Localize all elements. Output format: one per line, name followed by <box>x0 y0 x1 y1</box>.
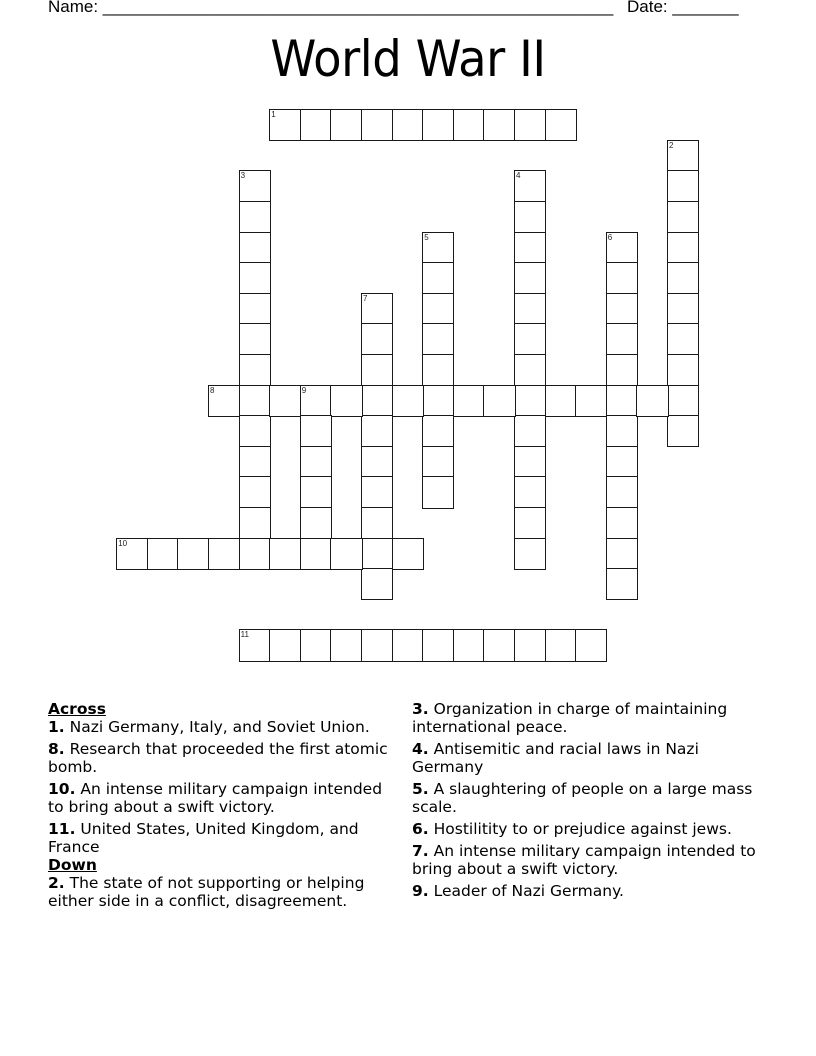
crossword-cell[interactable] <box>330 538 362 570</box>
crossword-cell[interactable] <box>606 446 638 478</box>
crossword-cell[interactable] <box>606 385 638 417</box>
clue-down-6 <box>412 820 762 838</box>
crossword-cell[interactable] <box>422 629 454 661</box>
crossword-cell[interactable] <box>606 476 638 508</box>
crossword-cell[interactable] <box>514 170 546 202</box>
crossword-cell[interactable] <box>239 538 271 570</box>
crossword-cell[interactable] <box>208 385 240 417</box>
crossword-cell[interactable] <box>392 538 424 570</box>
crossword-cell[interactable] <box>361 476 393 508</box>
crossword-cell[interactable] <box>269 538 301 570</box>
crossword-cell[interactable] <box>269 109 301 141</box>
cell-number: 6 <box>607 232 613 242</box>
crossword-cell[interactable] <box>422 323 454 355</box>
clue-number: 1. <box>48 718 65 736</box>
cell-number: 1 <box>271 110 276 120</box>
crossword-cell[interactable] <box>147 538 179 570</box>
crossword-cell[interactable] <box>514 262 546 294</box>
crossword-cell[interactable] <box>514 109 546 141</box>
crossword-cell[interactable] <box>330 385 362 417</box>
crossword-cell[interactable] <box>422 446 454 478</box>
crossword-cell[interactable] <box>300 415 332 447</box>
clue-text: An intense military campaign intended to bring about a swift victory. <box>48 780 383 816</box>
clue-text: Nazi Germany, Italy, and Soviet Union. <box>64 718 370 736</box>
clue-down-7 <box>412 842 762 878</box>
crossword-cell[interactable] <box>239 262 271 294</box>
crossword-cell[interactable] <box>606 415 638 447</box>
clue-number: 10. <box>48 780 76 798</box>
crossword-cell[interactable] <box>606 323 638 355</box>
clue-number: 9. <box>412 882 429 900</box>
crossword-cell[interactable] <box>300 629 332 661</box>
crossword-cell[interactable] <box>361 385 393 417</box>
cell-number: 3 <box>240 171 246 181</box>
clue-text: United States, United Kingdom, and France <box>48 820 359 856</box>
cell-number: 2 <box>669 140 674 150</box>
crossword-cell[interactable] <box>514 354 546 386</box>
crossword-cell[interactable] <box>422 109 454 141</box>
crossword-cell[interactable] <box>269 385 301 417</box>
crossword-cell[interactable] <box>453 385 485 417</box>
crossword-cell[interactable] <box>422 415 454 447</box>
crossword-cell[interactable] <box>514 201 546 233</box>
crossword-cell[interactable] <box>422 232 454 264</box>
cell-number: 10 <box>118 538 128 548</box>
crossword-cell[interactable] <box>361 109 393 141</box>
crossword-cell[interactable] <box>239 201 271 233</box>
crossword-cell[interactable] <box>514 507 546 539</box>
clue-number: 6. <box>412 820 429 838</box>
crossword-cell[interactable] <box>208 538 240 570</box>
crossword-cell[interactable] <box>667 415 699 447</box>
cell-number: 9 <box>301 385 307 395</box>
crossword-cell[interactable] <box>239 232 271 264</box>
crossword-cell[interactable] <box>606 232 638 264</box>
crossword-cell[interactable] <box>239 446 271 478</box>
cell-number: 4 <box>516 171 521 181</box>
crossword-cell[interactable] <box>514 232 546 264</box>
cell-number: 7 <box>363 293 368 303</box>
crossword-cell[interactable] <box>667 201 699 233</box>
crossword-cell[interactable] <box>239 415 271 447</box>
crossword-cell[interactable] <box>239 385 271 417</box>
crossword-cell[interactable] <box>300 385 332 417</box>
crossword-cell[interactable] <box>177 538 209 570</box>
crossword-cell[interactable] <box>606 538 638 570</box>
crossword-cell[interactable] <box>545 109 577 141</box>
name-field-label: Name: ______________________________________________________ <box>48 0 614 16</box>
clue-text: Antisemitic and racial laws in Nazi Germany <box>412 740 699 776</box>
crossword-cell[interactable] <box>514 415 546 447</box>
crossword-cell[interactable] <box>300 476 332 508</box>
crossword-cell[interactable] <box>667 293 699 325</box>
crossword-cell[interactable] <box>300 507 332 539</box>
crossword-cell[interactable] <box>361 323 393 355</box>
cell-number: 5 <box>424 232 429 242</box>
crossword-cell[interactable] <box>239 170 271 202</box>
clue-down-5 <box>412 780 762 816</box>
clue-number: 5. <box>412 780 429 798</box>
crossword-cell[interactable] <box>422 293 454 325</box>
page-title: World War II <box>270 30 546 88</box>
clue-text: The state of not supporting or helping either side in a conflict, disagreement. <box>48 874 365 910</box>
crossword-cell[interactable] <box>667 354 699 386</box>
crossword-cell[interactable] <box>300 109 332 141</box>
crossword-cell[interactable] <box>606 354 638 386</box>
crossword-cell[interactable] <box>361 415 393 447</box>
crossword-cell[interactable] <box>483 109 515 141</box>
crossword-cell[interactable] <box>392 385 424 417</box>
crossword-cell[interactable] <box>575 385 607 417</box>
crossword-cell[interactable] <box>361 629 393 661</box>
crossword-cell[interactable] <box>330 629 362 661</box>
crossword-cell[interactable] <box>361 507 393 539</box>
crossword-cell[interactable] <box>606 262 638 294</box>
crossword-cell[interactable] <box>514 323 546 355</box>
clue-text: A slaughtering of people on a large mass scale. <box>412 780 753 816</box>
date-field-label: Date: _______ <box>627 0 739 16</box>
clue-text: Leader of Nazi Germany. <box>428 882 624 900</box>
crossword-cell[interactable] <box>667 385 699 417</box>
crossword-cell[interactable] <box>239 507 271 539</box>
crossword-cell[interactable] <box>361 354 393 386</box>
clue-down-9 <box>412 882 762 900</box>
crossword-cell[interactable] <box>392 109 424 141</box>
crossword-cell[interactable] <box>606 568 638 600</box>
clue-number: 3. <box>412 700 429 718</box>
crossword-cell[interactable] <box>514 629 546 661</box>
crossword-cell[interactable] <box>269 629 301 661</box>
crossword-cell[interactable] <box>239 354 271 386</box>
crossword-cell[interactable] <box>667 140 699 172</box>
crossword-cell[interactable] <box>514 476 546 508</box>
cell-number: 8 <box>210 385 215 395</box>
crossword-cell[interactable] <box>422 476 454 508</box>
crossword-cell[interactable] <box>361 568 393 600</box>
crossword-cell[interactable] <box>422 385 454 417</box>
clue-text: An intense military campaign intended to bring about a swift victory. <box>412 842 756 878</box>
crossword-cell[interactable] <box>361 293 393 325</box>
crossword-cell[interactable] <box>239 476 271 508</box>
crossword-cell[interactable] <box>667 262 699 294</box>
crossword-cell[interactable] <box>514 446 546 478</box>
clue-number: 4. <box>412 740 429 758</box>
clues-column-left <box>48 700 398 914</box>
clue-across-1 <box>48 718 398 736</box>
crossword-cell[interactable] <box>330 109 362 141</box>
crossword-cell[interactable] <box>545 629 577 661</box>
across-heading: Across <box>48 700 106 718</box>
crossword-cell[interactable] <box>545 385 577 417</box>
clues-column-right <box>412 700 762 904</box>
crossword-cell[interactable] <box>667 232 699 264</box>
clue-across-10 <box>48 780 398 816</box>
clue-text: Hostilitity to or prejudice against jews. <box>428 820 732 838</box>
crossword-cell[interactable] <box>514 538 546 570</box>
clue-down-3 <box>412 700 762 736</box>
clue-across-11 <box>48 820 398 856</box>
crossword-cell[interactable] <box>483 629 515 661</box>
crossword-cell[interactable] <box>361 446 393 478</box>
clue-down-2 <box>48 874 398 910</box>
clue-number: 8. <box>48 740 65 758</box>
crossword-cell[interactable] <box>636 385 668 417</box>
clue-number: 2. <box>48 874 65 892</box>
crossword-cell[interactable] <box>361 538 393 570</box>
crossword-cell[interactable] <box>667 170 699 202</box>
crossword-cell[interactable] <box>575 629 607 661</box>
clue-number: 11. <box>48 820 76 838</box>
crossword-cell[interactable] <box>606 507 638 539</box>
cell-number: 11 <box>240 630 249 640</box>
crossword-cell[interactable] <box>483 385 515 417</box>
crossword-cell[interactable] <box>514 385 546 417</box>
clue-number: 7. <box>412 842 429 860</box>
crossword-cell[interactable] <box>453 629 485 661</box>
crossword-cell[interactable] <box>300 446 332 478</box>
clue-down-4 <box>412 740 762 776</box>
crossword-cell[interactable] <box>239 293 271 325</box>
down-heading: Down <box>48 856 97 874</box>
crossword-cell[interactable] <box>514 293 546 325</box>
clue-across-8 <box>48 740 398 776</box>
crossword-cell[interactable] <box>116 538 148 570</box>
crossword-cell[interactable] <box>239 629 271 661</box>
crossword-cell[interactable] <box>422 262 454 294</box>
crossword-cell[interactable] <box>453 109 485 141</box>
crossword-cell[interactable] <box>422 354 454 386</box>
crossword-cell[interactable] <box>239 323 271 355</box>
clue-text: Organization in charge of maintaining international peace. <box>412 700 728 736</box>
crossword-cell[interactable] <box>667 323 699 355</box>
crossword-cell[interactable] <box>300 538 332 570</box>
crossword-cell[interactable] <box>606 293 638 325</box>
clue-text: Research that proceeded the first atomic bomb. <box>48 740 388 776</box>
crossword-cell[interactable] <box>392 629 424 661</box>
